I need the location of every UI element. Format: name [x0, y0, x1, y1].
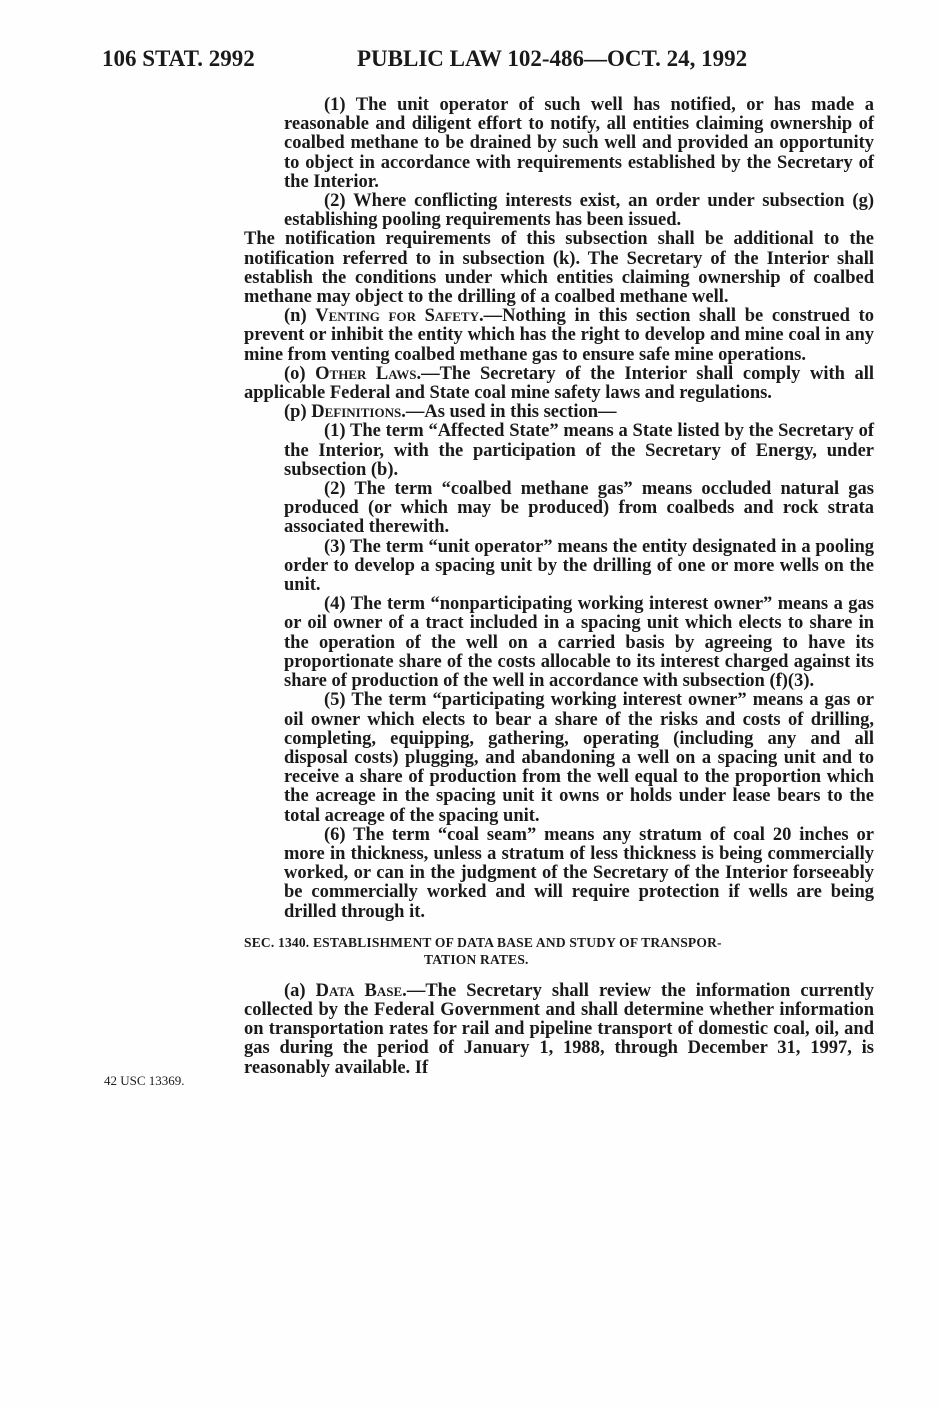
- subsection-p-heading: Definitions.: [311, 402, 406, 423]
- subsection-o-text: —The Secretary of the Interior shall comply with all applicable Federal and State coal mine safety laws and regulations.: [244, 363, 875, 404]
- public-law-title: PUBLIC LAW 102-486—OCT. 24, 1992: [357, 46, 748, 71]
- subsection-p: [244, 403, 874, 422]
- definition-2: (2) The term “coalbed methane gas” means occluded natural gas produced (or which may be produced) from coalbeds and rock strata associated therewith.: [284, 479, 874, 538]
- section-heading: [244, 934, 874, 968]
- section-heading-line2: TATION RATES.: [424, 951, 529, 967]
- page-header: [102, 46, 762, 82]
- subsection-p-text: —As used in this section—: [405, 402, 617, 423]
- subsection-n-text: —Nothing in this section shall be construed to prevent or inhibit the entity which has the right to develop and mine coal in any mine from venting coalbed methane gas to ensure safe mine operations.: [244, 306, 874, 365]
- definition-5: (5) The term “participating working interest owner” means a gas or oil owner which elects to bear a share of the risks and costs of drilling, completing, equipping, gathering, operating (including any and all disposal costs) plugging, and abandoning a well on a spacing unit and to receive a share of production from the well equal to the proportion which the acreage in the spacing unit it owns or holds under lease bears to the total acreage of the spacing unit.: [284, 690, 874, 826]
- subsection-a-heading: Data Base.: [315, 980, 407, 1001]
- subsection-o-heading: Other Laws.: [315, 363, 422, 384]
- subsection-o: [244, 365, 874, 403]
- subsection-a-text: —The Secretary shall review the information currently collected by the Federal Government and shall determine whether information on transportation rates for rail and pipeline transport of domestic coal, oil, and gas during the period of January 1, 1988, through December 31, 1997, is reasonably available. If: [244, 980, 874, 1078]
- definition-1: (1) The term “Affected State” means a State listed by the Secretary of the Interior, with the participation of the Secretary of Energy, under subsection (b).: [284, 421, 874, 480]
- definition-6: (6) The term “coal seam” means any stratum of coal 20 inches or more in thickness, unless a stratum of less thickness is being commercially worked, or can in the judgment of the Secretary of the Interior forseeably be commercially worked and will require protection if wells are being drilled through it.: [284, 824, 874, 922]
- subsection-n-heading: Venting for Safety.: [315, 306, 484, 327]
- definition-3: (3) The term “unit operator” means the entity designated in a pooling order to develop a spacing unit by the drilling of one or more wells on the unit.: [284, 536, 874, 596]
- subsection-n-label: (n): [284, 306, 316, 327]
- document-body: [244, 96, 874, 1078]
- stat-citation: 106 STAT. 2992: [102, 46, 255, 71]
- usc-margin-note: 42 USC 13369.: [104, 1073, 185, 1088]
- section-heading-line1: SEC. 1340. ESTABLISHMENT OF DATA BASE AND STUDY OF TRANSPOR-: [244, 934, 722, 950]
- paragraph-m-tail: The notification requirements of this subsection shall be additional to the notification referred to in subsection (k). The Secretary of the Interior shall establish the conditions under which entities claiming ownership of coalbed methane may object to the drilling of a coalbed methane well.: [244, 229, 874, 308]
- subsection-o-label: (o): [284, 363, 316, 384]
- subsection-p-label: (p): [284, 402, 312, 423]
- definition-4: (4) The term “nonparticipating working interest owner” means a gas or oil owner of a tract included in a spacing unit which elects to share in the operation of the well on a carried basis by agreeing to have its proportionate share of the costs allocable to its interest charged against its share of production of the well in accordance with subsection (f)(3).: [284, 594, 874, 692]
- paragraph-m2: (2) Where conflicting interests exist, an order under subsection (g) establishing pooling requirements has been issued.: [284, 191, 874, 231]
- subsection-a: [244, 982, 874, 1078]
- subsection-n: [244, 307, 874, 365]
- subsection-a-label: (a): [284, 980, 316, 1001]
- paragraph-m1: (1) The unit operator of such well has notified, or has made a reasonable and diligent effort to notify, all entities claiming ownership of coalbed methane to be drained by such well and provided an opportunity to object in accordance with requirements established by the Secretary of the Interior.: [284, 95, 874, 192]
